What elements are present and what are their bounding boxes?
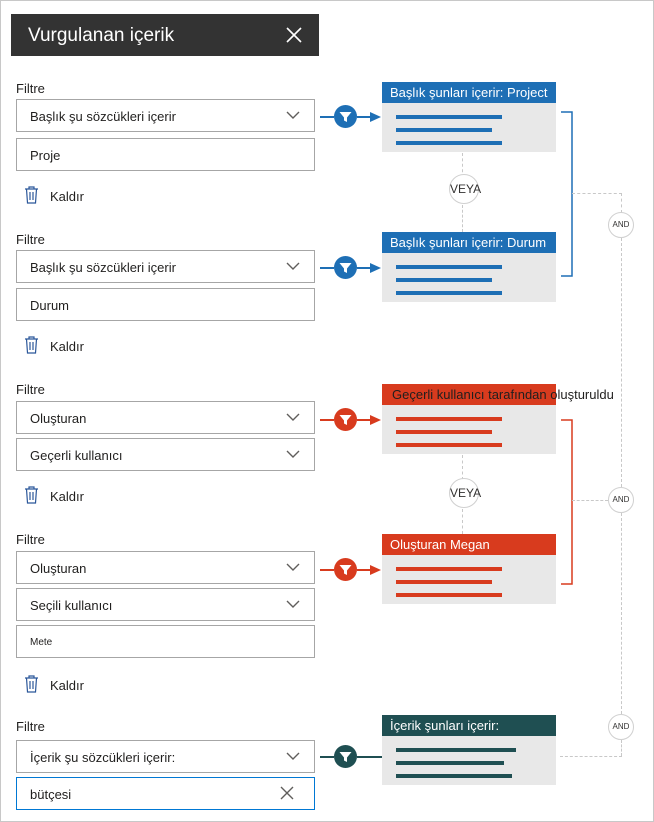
connector-line (357, 569, 371, 571)
filter-rule-value: Başlık şu sözcükleri içerir (30, 260, 176, 275)
filter-value-input[interactable] (16, 288, 315, 321)
trash-icon (24, 675, 39, 693)
connector-line (357, 116, 371, 118)
filter-rule-value: Oluşturan (30, 561, 87, 576)
result-card (382, 232, 556, 302)
filter-value-text: Proje (30, 148, 61, 163)
and-connector (572, 193, 622, 194)
trash-icon (24, 486, 39, 504)
panel-header (11, 14, 319, 56)
connector-line (320, 419, 334, 421)
and-connector (621, 193, 622, 213)
card-line (396, 417, 502, 421)
or-connector (462, 455, 463, 480)
card-line (396, 291, 502, 295)
or-badge: VEYA (449, 174, 479, 204)
chevron-down-icon (286, 261, 300, 271)
and-badge: AND (608, 714, 634, 740)
result-card (382, 534, 556, 604)
clear-icon[interactable] (280, 786, 294, 800)
filter-value-input[interactable] (16, 138, 315, 171)
filter-rule-value: İçerik şu sözcükleri içerir: (30, 750, 176, 765)
connector-line (320, 569, 334, 571)
filter-rule-dropdown[interactable] (16, 740, 315, 773)
trash-icon (24, 186, 39, 204)
filter-label: Filtre (16, 382, 45, 397)
card-line (396, 278, 492, 282)
connector-line (357, 419, 371, 421)
filter-value-dropdown[interactable] (16, 588, 315, 621)
filter-label: Filtre (16, 719, 45, 734)
and-badge: AND (608, 487, 634, 513)
card-line (396, 430, 492, 434)
panel-title: Vurgulanan içerik (28, 25, 175, 46)
card-line (396, 761, 504, 765)
or-badge: VEYA (449, 478, 479, 508)
filter-value-text: Seçili kullanıcı (30, 598, 113, 613)
chevron-down-icon (286, 110, 300, 120)
and-connector (572, 500, 608, 501)
remove-filter-label: Kaldır (50, 489, 84, 504)
and-badge: AND (608, 212, 634, 238)
card-title: İçerik şunları içerir: (382, 715, 556, 736)
group-bracket (560, 418, 576, 588)
filter-label: Filtre (16, 81, 45, 96)
result-card (382, 715, 556, 785)
filter-label: Filtre (16, 232, 45, 247)
and-connector (621, 740, 622, 756)
card-line (396, 265, 502, 269)
connector-line (320, 756, 334, 758)
card-line (396, 593, 502, 597)
arrow-icon (370, 564, 382, 576)
filter-value-input[interactable] (16, 777, 315, 810)
card-line (396, 141, 502, 145)
connector-line (320, 267, 334, 269)
close-icon[interactable] (285, 26, 303, 44)
card-line (396, 115, 502, 119)
funnel-icon (334, 256, 357, 279)
card-line (396, 580, 492, 584)
remove-filter-label: Kaldır (50, 339, 84, 354)
filter-rule-dropdown[interactable] (16, 401, 315, 434)
or-connector (462, 509, 463, 534)
card-title: Geçerli kullanıcı tarafından oluşturuldu (392, 387, 614, 402)
trash-icon (24, 336, 39, 354)
connector-line (320, 116, 334, 118)
group-bracket (560, 110, 576, 280)
filter-rule-dropdown[interactable] (16, 250, 315, 283)
filter-rule-dropdown[interactable] (16, 551, 315, 584)
filter-value-text: bütçesi (30, 787, 72, 802)
filter-value-text: Durum (30, 298, 70, 313)
funnel-icon (334, 408, 357, 431)
arrow-icon (370, 111, 382, 123)
arrow-icon (370, 262, 382, 274)
filter-rule-value: Başlık şu sözcükleri içerir (30, 109, 176, 124)
filter-value-text: Geçerli kullanıcı (30, 448, 123, 463)
card-line (396, 748, 516, 752)
chevron-down-icon (286, 412, 300, 422)
and-connector (621, 238, 622, 487)
and-connector (560, 756, 622, 757)
result-card (382, 384, 614, 454)
and-connector (621, 513, 622, 714)
card-title: Başlık şunları içerir: Project (382, 82, 556, 103)
filter-rule-dropdown[interactable] (16, 99, 315, 132)
remove-filter-label: Kaldır (50, 678, 84, 693)
chevron-down-icon (286, 449, 300, 459)
remove-filter-label: Kaldır (50, 189, 84, 204)
chevron-down-icon (286, 751, 300, 761)
card-line (396, 128, 492, 132)
filter-rule-value: Oluşturan (30, 411, 87, 426)
card-line (396, 567, 502, 571)
connector-line (357, 756, 382, 758)
filter-value-dropdown[interactable] (16, 438, 315, 471)
funnel-icon (334, 105, 357, 128)
arrow-icon (370, 414, 382, 426)
result-card (382, 82, 556, 152)
funnel-icon (334, 558, 357, 581)
or-connector (462, 205, 463, 232)
funnel-icon (334, 745, 357, 768)
card-title: Oluşturan Megan (382, 534, 556, 555)
filter-label: Filtre (16, 532, 45, 547)
selected-user-text: Mete (30, 637, 53, 648)
user-picker-input[interactable] (16, 625, 315, 658)
card-title: Başlık şunları içerir: Durum (382, 232, 556, 253)
card-line (396, 443, 502, 447)
chevron-down-icon (286, 599, 300, 609)
connector-line (357, 267, 371, 269)
card-line (396, 774, 512, 778)
chevron-down-icon (286, 562, 300, 572)
